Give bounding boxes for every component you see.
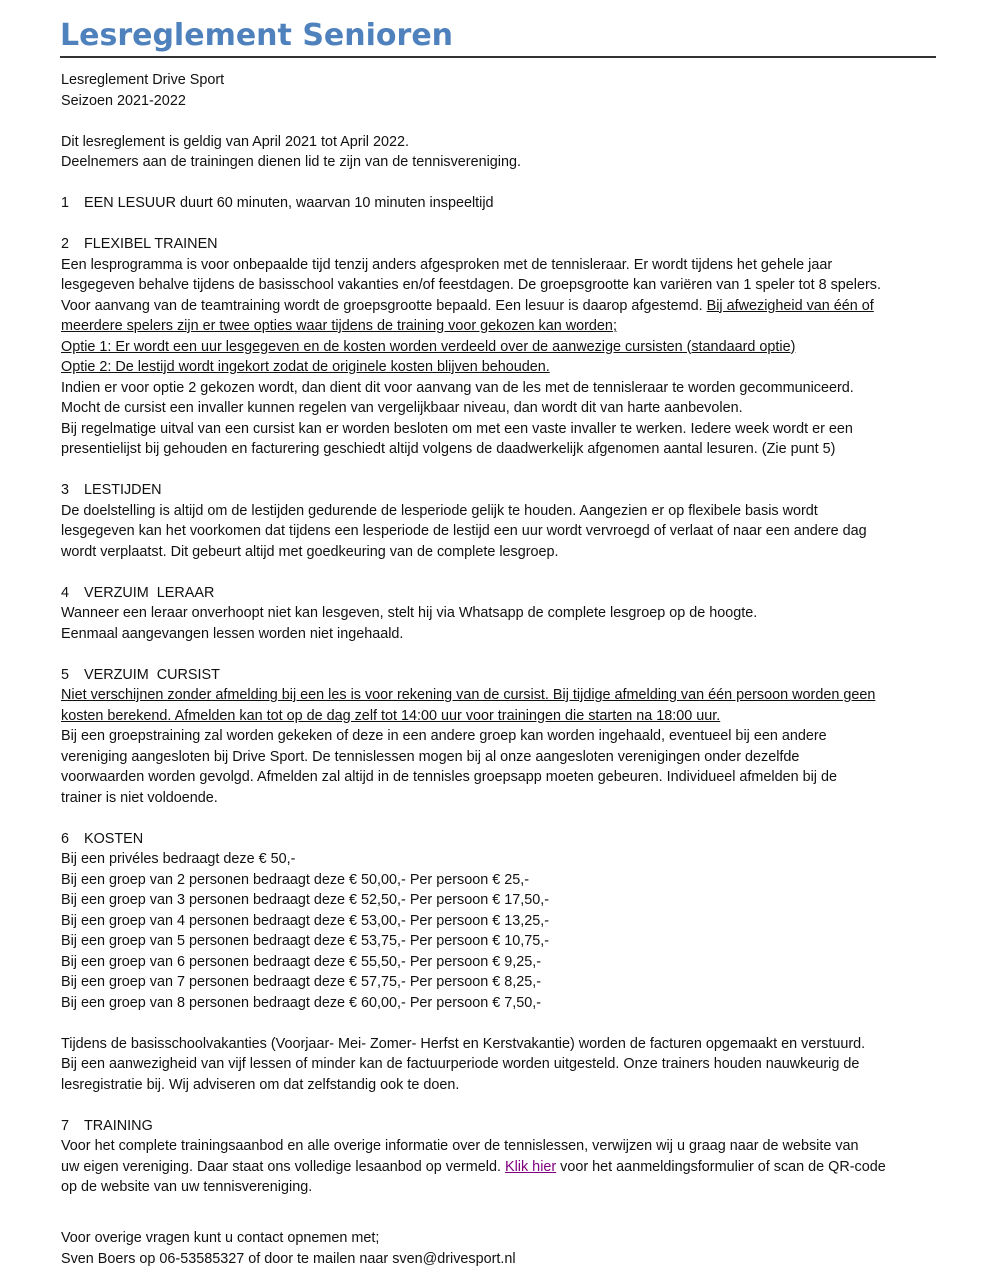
section-5-heading xyxy=(61,665,941,686)
contact-block xyxy=(61,1228,941,1269)
document-title: Lesreglement Senioren xyxy=(60,18,454,53)
section-title: FLEXIBEL TRAINEN xyxy=(84,236,218,252)
section-number: 7 xyxy=(61,1117,70,1134)
underlined-line: kosten berekend. Afmelden kan tot op de dag zelf tot 14:00 uur voor trainingen die starten na 18:00 uur. xyxy=(61,707,721,724)
contact-line-2: Sven Boers op 06-53585327 of door te mailen naar sven@drivesport.nl xyxy=(61,1250,516,1267)
paragraph-line: Een lesprogramma is voor onbepaalde tijd tenzij anders afgesproken met de tennisleraar. Er wordt tijdens het gehele jaar xyxy=(61,256,833,273)
section-title: EEN LESUUR duurt 60 minuten, waarvan 10 minuten inspeeltijd xyxy=(84,195,494,211)
paragraph-line: Voor het complete trainingsaanbod en alle overige informatie over de tennislessen, verwijzen wij u graag naar de website van xyxy=(61,1138,859,1154)
section-4-heading xyxy=(61,583,941,604)
paragraph-line: Bij regelmatige uitval van een cursist kan er worden besloten om met een vaste invaller te werken. Iedere week wordt er een xyxy=(61,420,853,437)
price-line: Bij een privéles bedraagt deze € 50,- xyxy=(61,851,296,867)
section-7-heading xyxy=(61,1116,941,1137)
section-title: LESTIJDEN xyxy=(84,482,162,498)
paragraph-line: Bij een groepstraining zal worden gekeken of deze in een andere groep kan worden ingehaald, eventueel bij een andere xyxy=(61,728,827,744)
paragraph-line xyxy=(61,1157,941,1178)
paragraph-line: lesgegeven kan het voorkomen dat tijdens een lesperiode de lestijd een uur wordt vervroegd of verlaat of naar een andere dag xyxy=(61,523,867,539)
intro-line-1: Dit lesreglement is geldig van April 2021 tot April 2022. xyxy=(61,133,409,150)
paragraph-line: Indien er voor optie 2 gekozen wordt, dan dient dit voor aanvang van de les met de tennisleraar te worden gecommuniceerd. xyxy=(61,379,854,396)
section-2-heading xyxy=(61,234,941,255)
paragraph-line: Bij een aanwezigheid van vijf lessen of minder kan de factuurperiode worden uitgesteld. Onze trainers houden nauwkeurig de xyxy=(61,1056,860,1072)
section-number: 2 xyxy=(61,236,70,252)
text-run: uw eigen vereniging. Daar staat ons volledige lesaanbod op vermeld. xyxy=(61,1158,505,1175)
header-line-2: Seizoen 2021-2022 xyxy=(61,92,186,109)
text-run: Voor aanvang van de teamtraining wordt de groepsgrootte bepaald. Een lesuur is daarop afgestemd. xyxy=(61,297,707,314)
option-2-line: Optie 2: De lestijd wordt ingekort zodat de originele kosten blijven behouden. xyxy=(61,359,550,375)
underlined-text: Bij afwezigheid van één of xyxy=(706,297,874,314)
price-line: Bij een groep van 2 personen bedraagt deze € 50,00,- Per persoon € 25,- xyxy=(61,871,530,888)
paragraph-line: lesgegeven behalve tijdens de basisschool vakanties en/of feestdagen. De groepsgrootte kan variëren van 1 speler tot 8 spelers. xyxy=(61,277,881,293)
paragraph-line: Wanneer een leraar onverhoopt niet kan lesgeven, stelt hij via Whatsapp de complete lesgroep op de hoogte. xyxy=(61,605,758,621)
price-line: Bij een groep van 4 personen bedraagt deze € 53,00,- Per persoon € 13,25,- xyxy=(61,912,550,929)
underlined-line: meerdere spelers zijn er twee opties waar tijdens de training voor gekozen kan worden; xyxy=(61,318,617,334)
section-number: 1 xyxy=(61,195,70,211)
title-block xyxy=(60,18,936,58)
intro-line-2: Deelnemers aan de trainingen dienen lid te zijn van de tennisvereniging. xyxy=(61,154,522,170)
underlined-line: Niet verschijnen zonder afmelding bij een les is voor rekening van de cursist. Bij tijdige afmelding van één persoon worden geen xyxy=(61,687,876,703)
paragraph-line: voorwaarden worden gevolgd. Afmelden zal altijd in de tennisles groepsapp moeten gebeuren. Individueel afmelden bij de xyxy=(61,769,838,785)
section-3-heading xyxy=(61,480,941,501)
section-number: 6 xyxy=(61,830,70,847)
price-line: Bij een groep van 3 personen bedraagt deze € 52,50,- Per persoon € 17,50,- xyxy=(61,892,550,908)
paragraph-line: Tijdens de basisschoolvakanties (Voorjaar- Mei- Zomer- Herfst en Kerstvakantie) worden de facturen opgemaakt en verstuurd. xyxy=(61,1035,866,1052)
section-number: 5 xyxy=(61,666,70,683)
price-line: Bij een groep van 8 personen bedraagt deze € 60,00,- Per persoon € 7,50,- xyxy=(61,994,542,1011)
paragraph-line: Mocht de cursist een invaller kunnen regelen van vergelijkbaar niveau, dan wordt dit van harte aanbevolen. xyxy=(61,400,743,416)
paragraph-line: Eenmaal aangevangen lessen worden niet ingehaald. xyxy=(61,625,404,642)
paragraph-line: trainer is niet voldoende. xyxy=(61,789,218,806)
price-line: Bij een groep van 6 personen bedraagt deze € 55,50,- Per persoon € 9,25,- xyxy=(61,953,542,970)
section-title: TRAINING xyxy=(84,1117,153,1134)
document-body xyxy=(61,70,941,1198)
paragraph-line: De doelstelling is altijd om de lestijden gedurende de lesperiode gelijk te houden. Aangezien er op flexibele basis wordt xyxy=(61,502,818,519)
section-number: 4 xyxy=(61,584,70,601)
section-6-heading xyxy=(61,829,941,850)
option-1-line: Optie 1: Er wordt een uur lesgegeven en de kosten worden verdeeld over de aanwezige cursisten (standaard optie) xyxy=(61,338,796,355)
registration-form-link[interactable]: Klik hier xyxy=(505,1158,557,1175)
paragraph-line: lesregistratie bij. Wij adviseren om dat zelfstandig ook te doen. xyxy=(61,1076,460,1093)
section-number: 3 xyxy=(61,482,70,498)
header-line-1: Lesreglement Drive Sport xyxy=(61,72,225,88)
paragraph-line: vereniging aangesloten bij Drive Sport. De tennislessen mogen bij al onze aangesloten verenigingen onder dezelfde xyxy=(61,748,800,765)
price-line: Bij een groep van 7 personen bedraagt deze € 57,75,- Per persoon € 8,25,- xyxy=(61,974,542,990)
paragraph-line: wordt verplaatst. Dit gebeurt altijd met goedkeuring van de complete lesgroep. xyxy=(61,543,559,560)
text-run: voor het aanmeldingsformulier of scan de QR-code xyxy=(556,1158,886,1175)
section-title: VERZUIM LERAAR xyxy=(84,584,215,601)
contact-line-1: Voor overige vragen kunt u contact opnemen met; xyxy=(61,1230,380,1246)
section-title: VERZUIM CURSIST xyxy=(84,666,220,683)
paragraph-line: op de website van uw tennisvereniging. xyxy=(61,1179,313,1195)
price-line: Bij een groep van 5 personen bedraagt deze € 53,75,- Per persoon € 10,75,- xyxy=(61,933,550,949)
section-1-heading xyxy=(61,193,941,214)
paragraph-line: presentielijst bij gehouden en facturering geschiedt altijd volgens de daadwerkelijk afgenomen aantal lesuren. (Zie punt 5) xyxy=(61,441,836,457)
paragraph-line xyxy=(61,296,941,317)
section-title: KOSTEN xyxy=(84,830,144,847)
